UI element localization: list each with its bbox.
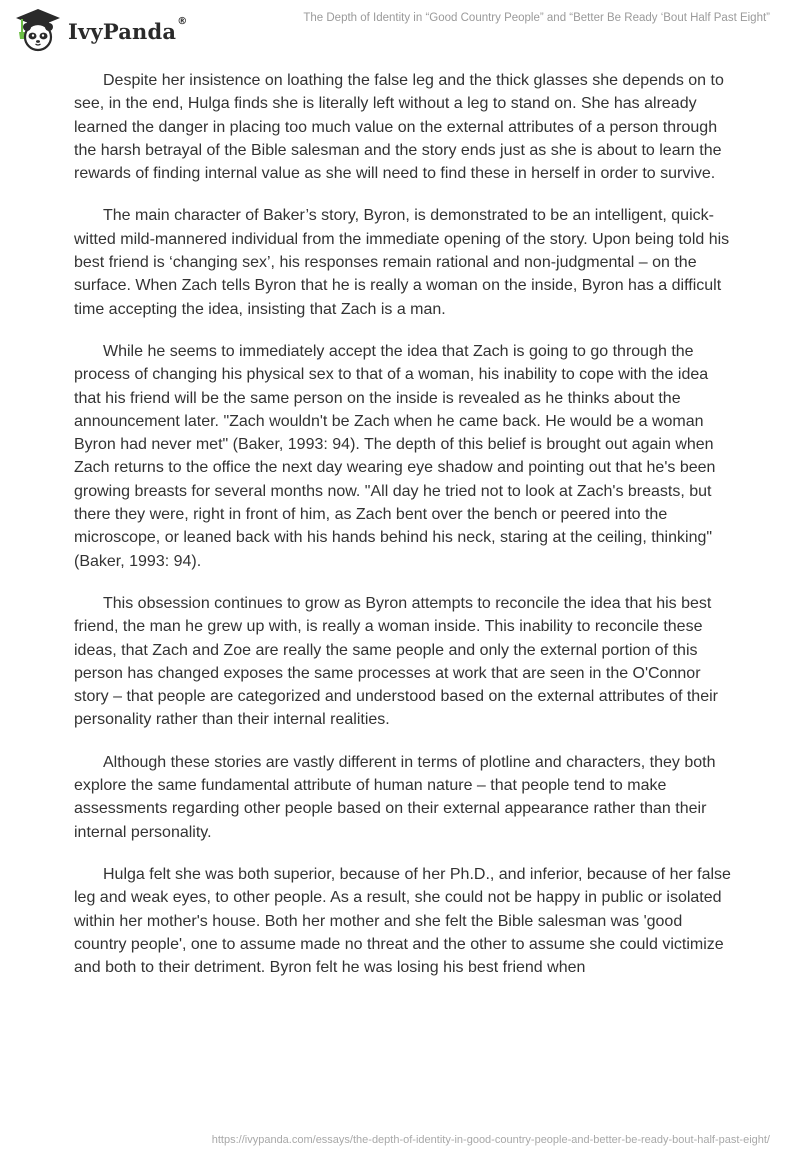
- document-title: The Depth of Identity in “Good Country People” and “Better Be Ready ‘Bout Half Past Eight”: [303, 12, 770, 24]
- brand-name-text: IvyPanda: [68, 18, 177, 44]
- paragraph: Although these stories are vastly different in terms of plotline and characters, they both explore the same fundamental attribute of human nature – that people tend to make assessments regarding other people based on their external appearance rather than their internal personality.: [74, 753, 716, 841]
- ivypanda-logo[interactable]: [14, 8, 187, 52]
- panda-graduate-icon: [14, 8, 62, 52]
- page-header: [0, 0, 800, 60]
- source-url[interactable]: https://ivypanda.com/essays/the-depth-of-identity-in-good-country-people-and-better-be-ready-bout-half-past-eight/: [211, 1134, 770, 1146]
- registered-mark: ®: [177, 15, 188, 27]
- paragraph: While he seems to immediately accept the idea that Zach is going to go through the process of changing his physical sex to that of a woman, his inability to cope with the idea that his friend will be the same person on the inside is revealed as he thinks about the announcement later. "Zach wouldn't be Zach when he came back. He would be a woman Byron had never met" (Baker, 1993: 94). The depth of this belief is brought out again when Zach returns to the office the next day wearing eye shadow and pointing out that he's been growing breasts for several months now. "All day he tried not to look at Zach's breasts, but there they were, right in front of him, as Zach bent over the bench or peered into the microscope, or leaned back with his hands behind his neck, staring at the ceiling, thinking" (Baker, 1993: 94).: [74, 342, 716, 570]
- paragraph: The main character of Baker’s story, Byron, is demonstrated to be an intelligent, quick-witted mild-mannered individual from the immediate opening of the story. Upon being told his best friend is ‘changing sex’, his responses remain rational and non-judgmental – on the surface. When Zach tells Byron that he is really a woman on the inside, Byron has a difficult time accepting the idea, insisting that Zach is a man.: [74, 207, 730, 318]
- paragraph: Despite her insistence on loathing the false leg and the thick glasses she depends on to see, in the end, Hulga finds she is literally left without a leg to stand on. She has already learned the danger in placing too much value on the external attributes of a person through the harsh betrayal of the Bible salesman and the story ends just as she is about to learn the rewards of finding internal value as she will need to find these in herself in order to survive.: [74, 72, 724, 183]
- paragraph: Hulga felt she was both superior, because of her Ph.D., and inferior, because of her false leg and weak eyes, to other people. As a result, she could not be happy in public or isolated within her mother's house. Both her mother and she felt the Bible salesman was 'good country people', one to assume made no threat and the other to assume she could victimize and both to their detriment. Byron felt he was losing his best friend when: [74, 865, 731, 977]
- brand-name: [68, 15, 188, 44]
- essay-body: [74, 69, 734, 998]
- paragraph: This obsession continues to grow as Byron attempts to reconcile the idea that his best friend, the man he grew up with, is really a woman inside. This inability to reconcile these ideas, that Zach and Zoe are really the same people and only the external portion of this person has changed exposes the same processes at work that are seen in the O'Connor story – that people are categorized and understood based on the external attributes of their personality rather than their internal realities.: [74, 594, 718, 729]
